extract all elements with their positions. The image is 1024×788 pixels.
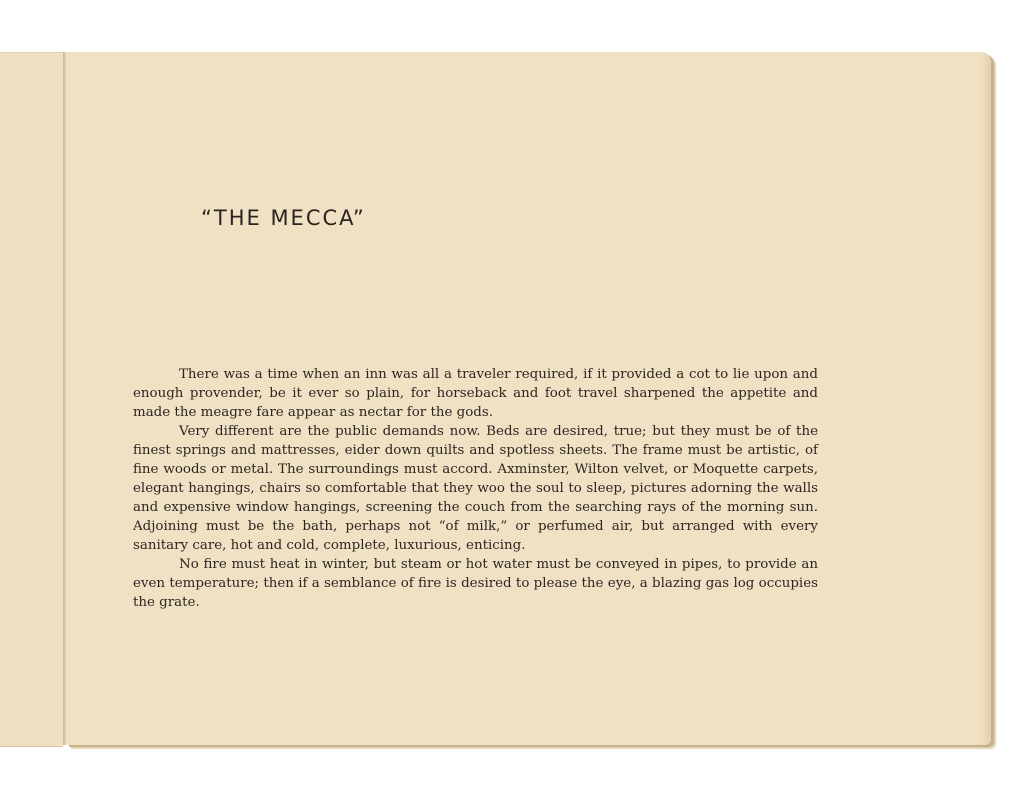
paragraph-1: There was a time when an inn was all a traveler required, if it provided a cot to lie upon and enough provender, be it ever so plain, for horseback and foot travel sharpened the appetite and made the meagre fare appear as nectar for the gods. (133, 367, 818, 420)
paragraph-3: No fire must heat in winter, but steam or hot water must be conveyed in pipes, to provide an even temperature; then if a semblance of fire is desired to please the eye, a blazing gas log occupies the grate. (133, 557, 818, 610)
left-page-edge (0, 52, 63, 747)
page-title: “THE MECCA” (201, 206, 366, 230)
page-edge-shadow (979, 52, 991, 745)
paragraph-2: Very different are the public demands now. Beds are desired, true; but they must be of the finest springs and mattresses, eider down quilts and spotless sheets. The frame must be artistic, of fine woods or metal. The surroundings must accord. Axminster, Wilton velvet, or Moquette carpets, elegant hangings, chairs so comfortable that they woo the soul to sleep, pictures adorning the walls and expensive window hangings, screening the couch from the searching rays of the morning sun. Adjoining must be the bath, perhaps not “of milk,” or perfumed air, but arranged with every sanitary care, hot and cold, complete, luxurious, enticing. (133, 424, 818, 553)
body-text (133, 365, 818, 612)
